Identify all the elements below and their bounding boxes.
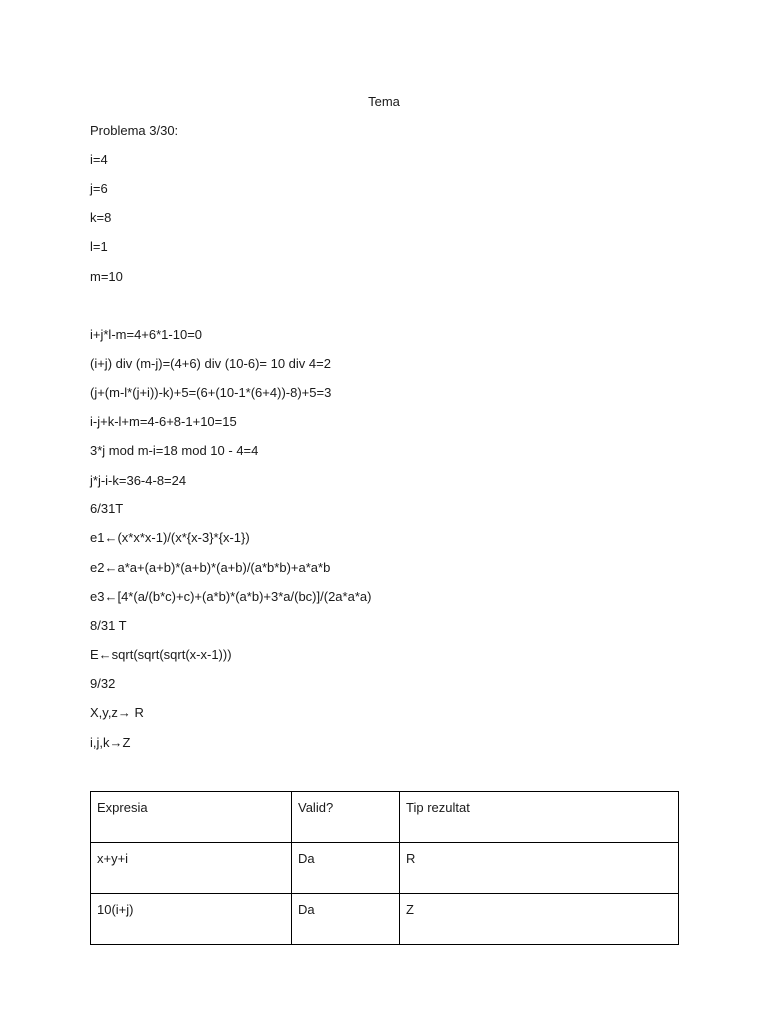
table-header-cell: Valid?	[292, 792, 400, 843]
expression-table	[90, 791, 679, 945]
table-cell: 10(i+j)	[91, 894, 292, 945]
table-header-row	[91, 792, 679, 843]
table-cell: Da	[292, 894, 400, 945]
text-line: e2←a*a+(a+b)*(a+b)*(a+b)/(a*b*b)+a*a*b	[90, 560, 331, 575]
text-line: i-j+k-l+m=4-6+8-1+10=15	[90, 414, 237, 429]
table-row	[91, 894, 679, 945]
text-line: 3*j mod m-i=18 mod 10 - 4=4	[90, 443, 259, 458]
text-line: e1←(x*x*x-1)/(x*{x-3}*{x-1})	[90, 530, 250, 545]
problem-heading: Problema 3/30:	[90, 123, 179, 138]
text-line: j=6	[90, 181, 108, 196]
table-row	[91, 843, 679, 894]
text-line: E←sqrt(sqrt(sqrt(x-x-1)))	[90, 647, 232, 662]
text-line: k=8	[90, 210, 112, 225]
table-cell: Z	[400, 894, 679, 945]
text-line: m=10	[90, 269, 123, 284]
text-line: e3←[4*(a/(b*c)+c)+(a*b)*(a*b)+3*a/(bc)]/(2a*a*a)	[90, 589, 372, 604]
table-header-cell: Expresia	[91, 792, 292, 843]
table-cell: R	[400, 843, 679, 894]
text-line: i+j*l-m=4+6*1-10=0	[90, 327, 203, 342]
text-line: (i+j) div (m-j)=(4+6) div (10-6)= 10 div 4=2	[90, 356, 331, 371]
text-line: (j+(m-l*(j+i))-k)+5=(6+(10-1*(6+4))-8)+5=3	[90, 385, 332, 400]
text-line: 8/31 T	[90, 618, 127, 633]
text-line: 9/32	[90, 676, 116, 691]
text-line: 6/31T	[90, 501, 124, 516]
text-line: l=1	[90, 239, 108, 254]
text-line: i=4	[90, 152, 108, 167]
text-line: i,j,k→Z	[90, 735, 131, 750]
table-cell: Da	[292, 843, 400, 894]
table-cell: x+y+i	[91, 843, 292, 894]
table-header-cell: Tip rezultat	[400, 792, 679, 843]
document-title: Tema	[368, 94, 400, 109]
text-line: X,y,z→ R	[90, 705, 144, 720]
text-line: j*j-i-k=36-4-8=24	[90, 473, 187, 488]
